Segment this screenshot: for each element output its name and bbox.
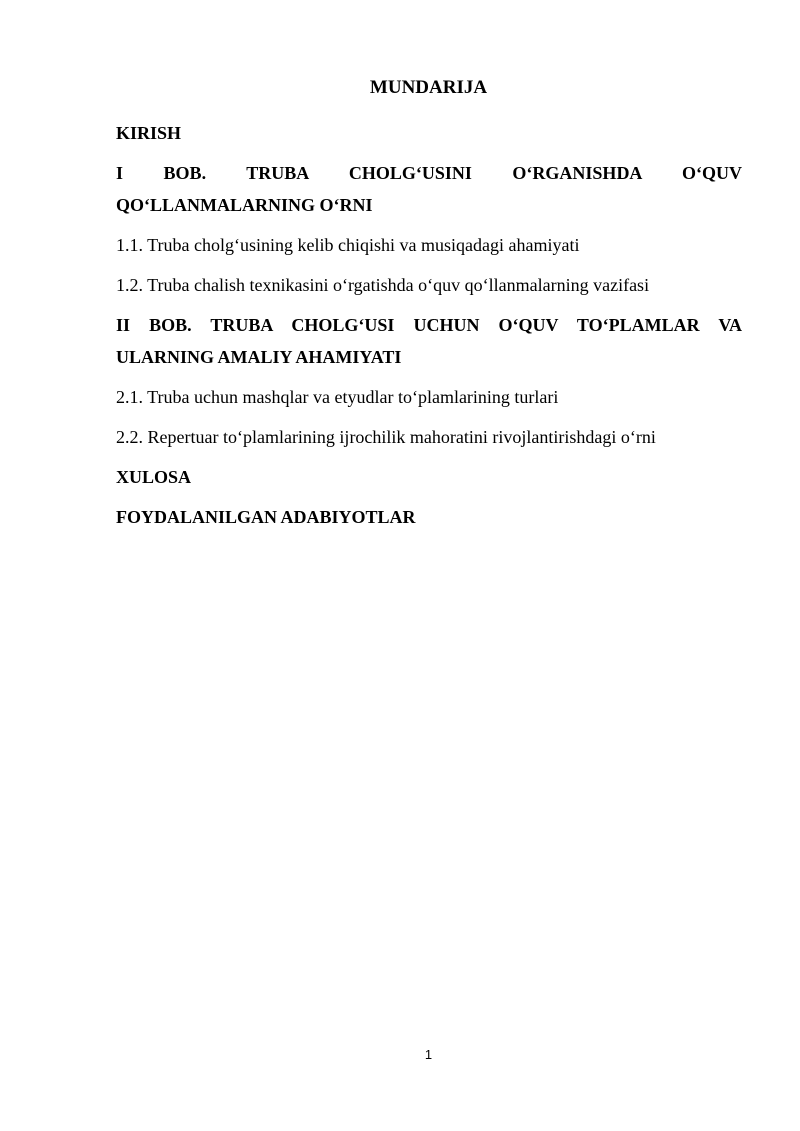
toc-entry-kirish: KIRISH <box>116 123 182 143</box>
toc-entry-chapter-2-line-1: II BOB. TRUBA CHOLG‘USI UCHUN O‘QUV TO‘PLAMLAR VA <box>116 315 742 335</box>
toc-entry-chapter-1-line-2: QO‘LLANMALARNING O‘RNI <box>116 195 373 215</box>
toc-entry-section-2-2: 2.2. Repertuar to‘plamlarining ijrochilik mahoratini rivojlantirishdagi o‘rni <box>116 427 656 447</box>
toc-entry-xulosa: XULOSA <box>116 467 192 487</box>
toc-entry-section-1-2: 1.2. Truba chalish texnikasini o‘rgatishda o‘quv qo‘llanmalarning vazifasi <box>116 275 650 295</box>
toc-entry-chapter-2-line-2: ULARNING AMALIY AHAMIYATI <box>116 347 402 367</box>
toc-entry-section-2-1: 2.1. Truba uchun mashqlar va etyudlar to‘plamlarining turlari <box>116 387 559 407</box>
toc-entry-chapter-1-line-1: I BOB. TRUBA CHOLG‘USINI O‘RGANISHDA O‘QUV <box>116 163 742 183</box>
toc-entry-section-1-1: 1.1. Truba cholg‘usining kelib chiqishi va musiqadagi ahamiyati <box>116 235 580 255</box>
toc-entry-chapter-2 <box>116 309 742 373</box>
table-of-contents <box>116 117 742 541</box>
toc-entry-adabiyotlar: FOYDALANILGAN ADABIYOTLAR <box>116 507 416 527</box>
toc-entry-chapter-1 <box>116 157 742 221</box>
page-number: 1 <box>424 1047 433 1062</box>
toc-title: MUNDARIJA <box>369 77 488 98</box>
